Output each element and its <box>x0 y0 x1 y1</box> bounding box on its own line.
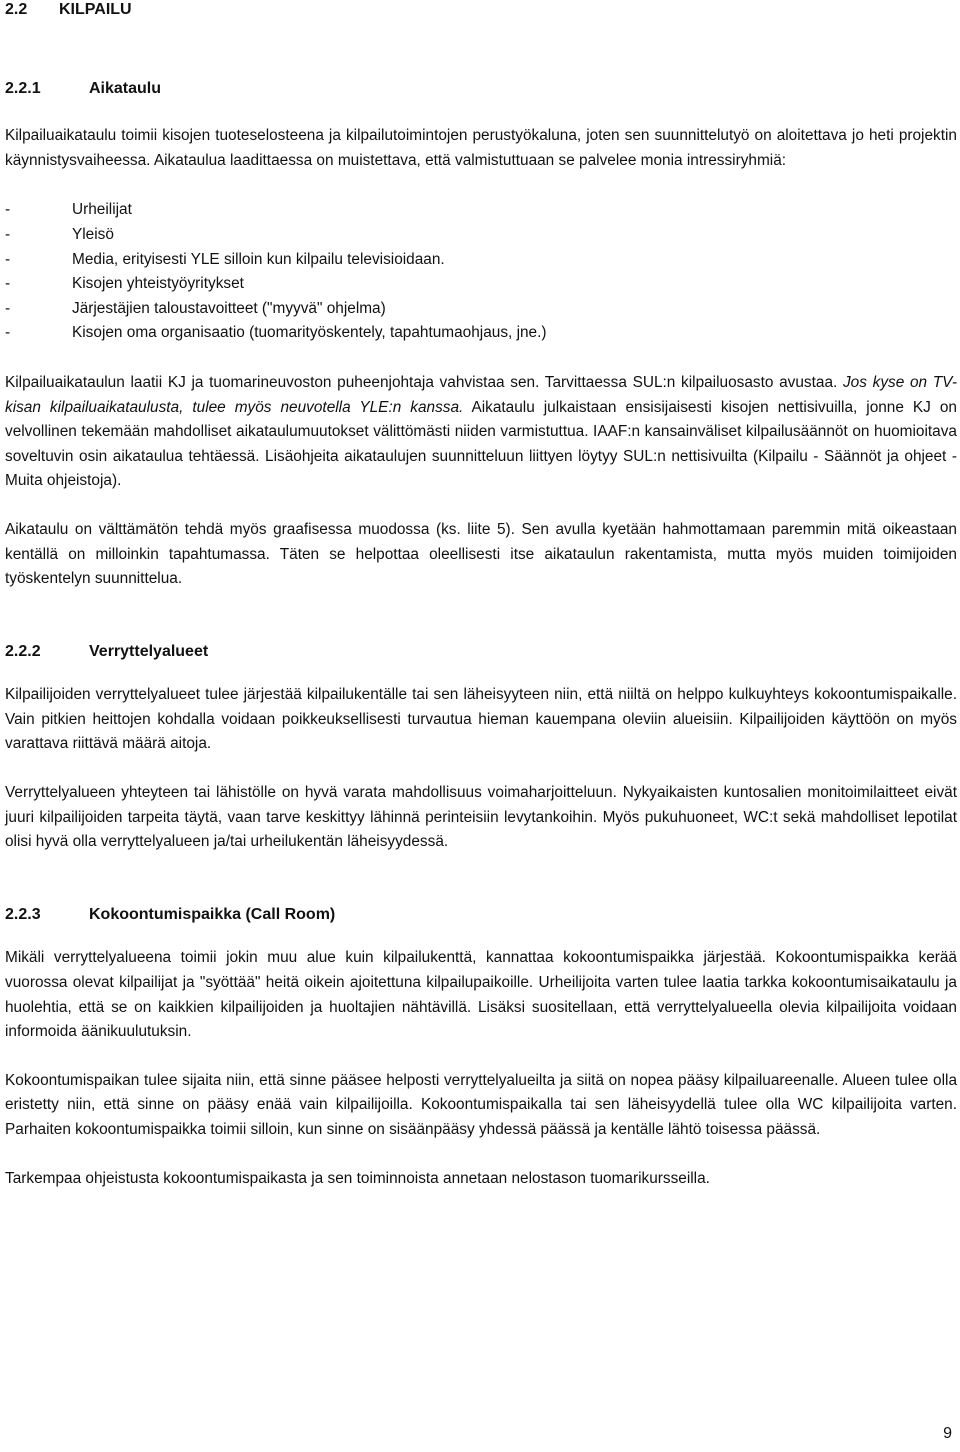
heading-title: Verryttelyalueet <box>89 642 209 660</box>
paragraph: Tarkempaa ohjeistusta kokoontumispaikasta ja sen toiminnoista annetaan nelostason tuomarikursseilla. <box>5 1169 710 1187</box>
list-item: - Järjestäjien taloustavoitteet ("myyvä" ohjelma) <box>5 299 386 317</box>
heading-number: 2.2.3 <box>5 905 41 923</box>
paragraph: Aikataulu on välttämätön tehdä myös graafisessa muodossa (ks. liite 5). Sen avulla kyetään hahmottamaan paremmin mitä oikeastaan kentällä on milloinkin tapahtumassa. Täten se helpottaa oleellisesti itse aikataulun rakentamista, mutta myös muiden toimijoiden työskentelyn suunnittelua. <box>5 520 957 588</box>
paragraph: Kilpailuaikataulun laatii KJ ja tuomarineuvoston puheenjohtaja vahvistaa sen. Tarvittaessa SUL:n kilpailuosasto avustaa. Jos kyse on TV-kisan kilpailuaikataulusta, tulee myös neuvotella YLE:n kanssa. Aikataulu julkaistaan ensisijaisesti kisojen nettisivuilla, jonne KJ on velvollinen tekemään mahdolliset aikataulumuutokset välittömästi niiden varmistuttua. IAAF:n kansainväliset kilpailusäännöt on huomioitava soveltuvin osin aikataulua tehtäessä. Lisäohjeita aikataulujen suunnitteluun liittyen löytyy SUL:n nettisivuilta (Kilpailu - Säännöt ja ohjeet - Muita ohjeistoja). <box>5 373 957 490</box>
list-item: - Yleisö <box>5 225 114 243</box>
list-item: - Kisojen yhteistyöyritykset <box>5 275 244 293</box>
list-item: - Kisojen oma organisaatio (tuomarityöskentely, tapahtumaohjaus, jne.) <box>5 324 547 342</box>
italic-note: Jos kyse on TV-kisan kilpailuaikataulusta, tulee myös neuvotella YLE:n kanssa. <box>5 373 957 416</box>
heading-kokoontumispaikka <box>5 903 957 928</box>
section-number: 2.2 <box>5 1 28 18</box>
list-item: - Urheilijat <box>5 201 132 219</box>
section-title: KILPAILU <box>59 1 132 18</box>
stakeholder-list <box>5 198 957 346</box>
paragraph: Mikäli verryttelyalueena toimii jokin muu alue kuin kilpailukenttä, kannattaa kokoontumispaikka järjestää. Kokoontumispaikka kerää vuorossa olevat kilpailijat ja "syöttää" heitä oikein ajoitettuna kilpailupaikoille. Urheilijoita varten tulee laatia tarkka kokoontumisaikataulu ja huolehtia, että se on kaikkien kilpailijoiden ja huoltajien nähtävillä. Lisäksi suositellaan, että verryttelyalueella olevia kilpailijoita voidaan informoida äänikuulutuksin. <box>5 949 957 1041</box>
paragraph: Kokoontumispaikan tulee sijaita niin, että sinne pääsee helposti verryttelyalueilta ja siitä on nopea pääsy kilpailuareenalle. Alueen tulee olla eristetty niin, että sinne on pääsy enää vain kilpailijoilla. Kokoontumispaikalla tai sen läheisyydellä tulee olla WC kilpailijoita varten. Parhaiten kokoontumispaikka toimii silloin, kun sinne on sisäänpääsy yhdessä päässä ja kentälle lähtö toisessa päässä. <box>5 1071 957 1138</box>
heading-verryttelyalueet <box>5 640 957 665</box>
heading-number: 2.2.1 <box>5 79 41 97</box>
paragraph: Kilpailijoiden verryttelyalueet tulee järjestää kilpailukentälle tai sen läheisyyteen niin, että niiltä on helppo kulkuyhteys kokoontumispaikalle. Vain pitkien heittojen kohdalla voidaan poikkeuksellisesti turvautua hieman kauempana oleviin alueisiin. Kilpailijoiden käyttöön on myös varattava riittävä määrä aitoja. <box>5 686 957 753</box>
list-item: - Media, erityisesti YLE silloin kun kilpailu televisioidaan. <box>5 250 445 268</box>
paragraph: Kilpailuaikataulu toimii kisojen tuoteselosteena ja kilpailutoimintojen perustyökaluna, joten sen suunnittelutyö on aloitettava jo heti projektin käynnistysvaiheessa. Aikataulua laadittaessa on muistettava, että valmistuttuaan se palvelee monia intressiryhmiä: <box>5 127 957 169</box>
document-page <box>5 0 957 1191</box>
heading-title: Aikataulu <box>89 79 162 97</box>
page-number: 9 <box>943 1425 952 1442</box>
section-heading <box>5 0 957 23</box>
heading-title: Kokoontumispaikka (Call Room) <box>89 905 336 923</box>
paragraph: Verryttelyalueen yhteyteen tai lähistölle on hyvä varata mahdollisuus voimaharjoitteluun. Nykyaikaisten kuntosalien monitoimilaitteet eivät juuri kilpailijoiden tarpeita täytä, vaan tarve keskittyy lähinnä perinteisiin levytankoihin. Myös pukuhuoneet, WC:t sekä mahdolliset lepotilat olisi hyvä olla verryttelyalueen ja/tai urheilukentän läheisyydessä. <box>5 784 957 851</box>
heading-number: 2.2.2 <box>5 642 41 660</box>
heading-aikataulu <box>5 77 957 102</box>
